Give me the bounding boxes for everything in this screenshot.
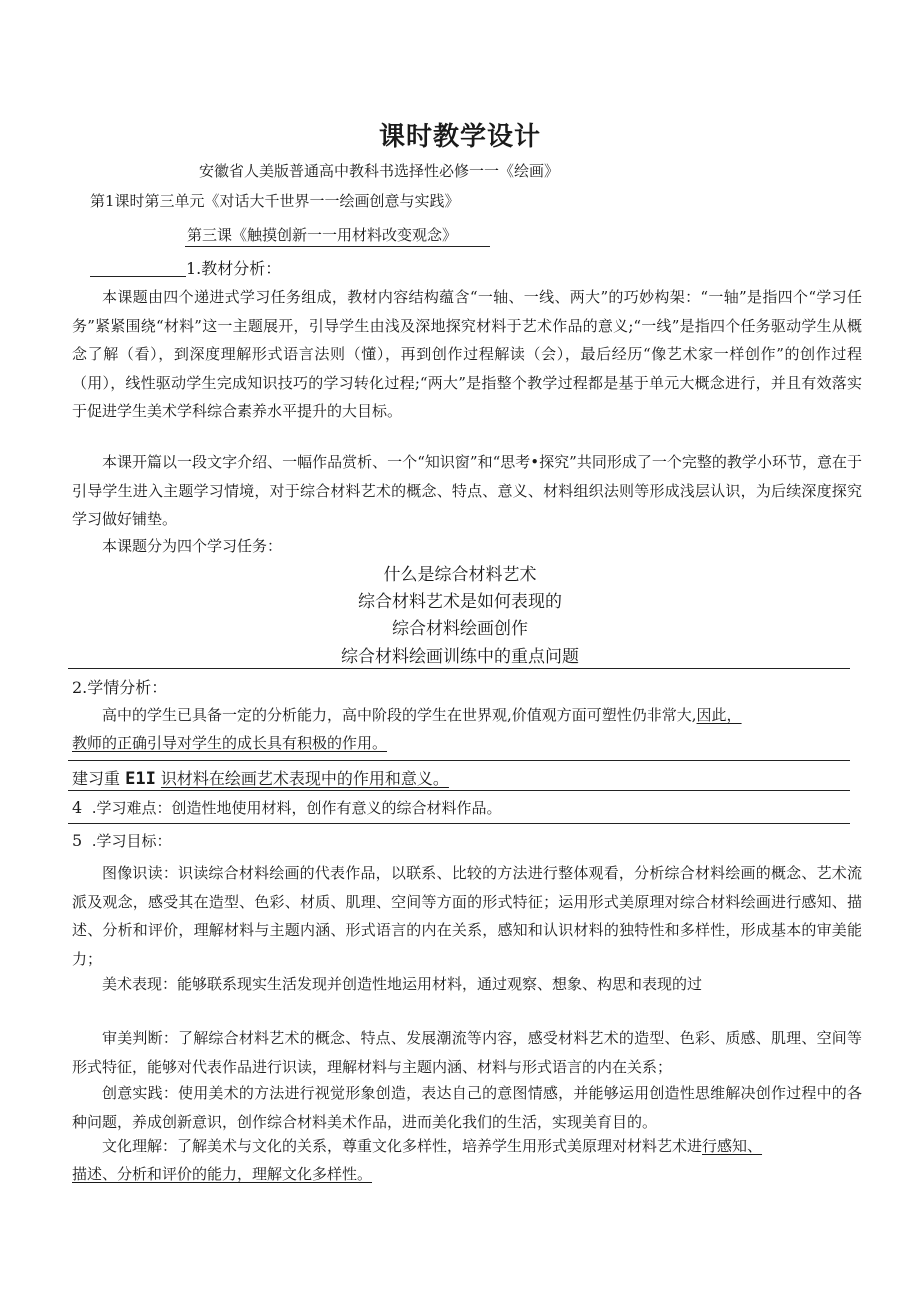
goal-cultural-text-underlined: 行感知、 xyxy=(702,1137,763,1155)
section-divider xyxy=(68,760,850,761)
section-3-label: 建习重 xyxy=(72,769,121,788)
section-divider xyxy=(68,668,850,669)
section-5-number: 5 xyxy=(72,831,83,850)
goal-aesthetic-judgment: 审美判断：了解综合材料艺术的概念、特点、发展潮流等内容，感受材料艺术的造型、色彩、质感、肌理、空间等形式特征，能够对代表作品进行识读，理解材料与主题内涵、材料与形式语言的内在关系； xyxy=(72,1029,862,1076)
goal-cultural-line-1 xyxy=(102,1135,762,1156)
subtitle-underline xyxy=(185,246,490,247)
class-subtitle: 第三课《触摸创新一一用材料改变观念》 xyxy=(187,226,458,244)
section-2-paragraph-line-1 xyxy=(102,704,742,725)
goal-creative-practice: 创意实践：使用美术的方法进行视觉形象创造，表达自己的意图情感，并能够运用创造性思维解决创作过程中的各种问题，养成创新意识，创作综合材料美术作品，进而美化我们的生活，实现美育目的。 xyxy=(72,1084,862,1131)
section-5-heading: .学习目标： xyxy=(91,832,172,850)
section-3-text: 识材料在绘画艺术表现中的作用和意义。 xyxy=(160,769,449,788)
section-3-line xyxy=(72,766,449,789)
textbook-subtitle: 安徽省人美版普通高中教科书选择性必修一一《绘画》 xyxy=(199,162,560,180)
goal-cultural-line-2: 描述、分析和评价的能力，理解文化多样性。 xyxy=(72,1165,373,1183)
section-2-heading: 2.学情分析： xyxy=(72,678,168,697)
task-item: 综合材料艺术是如何表现的 xyxy=(358,592,562,612)
task-item: 综合材料绘画创作 xyxy=(392,619,528,639)
section-4-line xyxy=(72,797,502,818)
page-title: 课时教学设计 xyxy=(378,122,541,152)
task-item: 综合材料绘画训练中的重点问题 xyxy=(341,647,579,667)
goal-image-reading: 图像识读：识读综合材料绘画的代表作品，以联系、比较的方法进行整体观看，分析综合材料绘画的概念、艺术流派及观念，感受其在造型、色彩、材质、肌理、空间等方面的形式特征；运用形式美原理对综合材料绘画进行感知、描述、分析和评价，理解材料与主题内涵、形式语言的内在关系，感知和认识材料的独特性和多样性，形成基本的审美能力； xyxy=(72,864,862,968)
section-1-paragraph-3: 本课题分为四个学习任务： xyxy=(102,537,283,555)
section-3-marker: E1I xyxy=(125,769,156,789)
section-1-heading: 1.教材分析： xyxy=(186,259,282,278)
section-2-paragraph-line-2: 教师的正确引导对学生的成长具有积极的作用。 xyxy=(72,734,388,752)
section-2-text: 高中的学生已具备一定的分析能力，高中阶段的学生在世界观,价值观方面可塑性仍非常大, xyxy=(102,706,697,724)
section-4-text: .学习难点：创造性地使用材料，创作有意义的综合材料作品。 xyxy=(91,799,502,817)
section-divider xyxy=(68,790,850,791)
section-5-line xyxy=(72,830,172,851)
heading-underline xyxy=(90,276,186,277)
section-1-paragraph-2: 本课开篇以一段文字介绍、一幅作品赏析、一个“知识窗”和“思考•探究”共同形成了一个完整的教学小环节，意在于引导学生进入主题学习情境，对于综合材料艺术的概念、特点、意义、材料组织法则等形成浅层认识，为后续深度探究学习做好铺垫。 xyxy=(72,453,862,528)
section-divider xyxy=(68,823,850,824)
task-item: 什么是综合材料艺术 xyxy=(383,565,537,585)
section-2-text-underlined: 因此， xyxy=(696,706,742,724)
section-4-number: 4 xyxy=(72,798,83,817)
goal-art-expression: 美术表现：能够联系现实生活发现并创造性地运用材料，通过观察、想象、构思和表现的过 xyxy=(102,975,703,993)
section-1-paragraph-1: 本课题由四个递进式学习任务组成，教材内容结构蕴含“一轴、一线、两大”的巧妙构架：“一轴”是指四个“学习任务”紧紧围绕“材料”这一主题展开，引导学生由浅及深地探究材料于艺术作品的意义;“一线”是指四个任务驱动学生从概念了解（看），到深度理解形式语言法则（懂），再到创作过程解读（会），最后经历“像艺术家一样创作”的创作过程（用），线性驱动学生完成知识技巧的学习转化过程;“两大”是指整个教学过程都是基于单元大概念进行，并且有效落实于促进学生美术学科综合素养水平提升的大目标。 xyxy=(72,288,862,420)
goal-cultural-text: 文化理解：了解美术与文化的关系，尊重文化多样性，培养学生用形式美原理对材料艺术进 xyxy=(102,1137,703,1155)
lesson-subtitle: 第1课时第三单元《对话大千世界一一绘画创意与实践》 xyxy=(90,192,460,210)
